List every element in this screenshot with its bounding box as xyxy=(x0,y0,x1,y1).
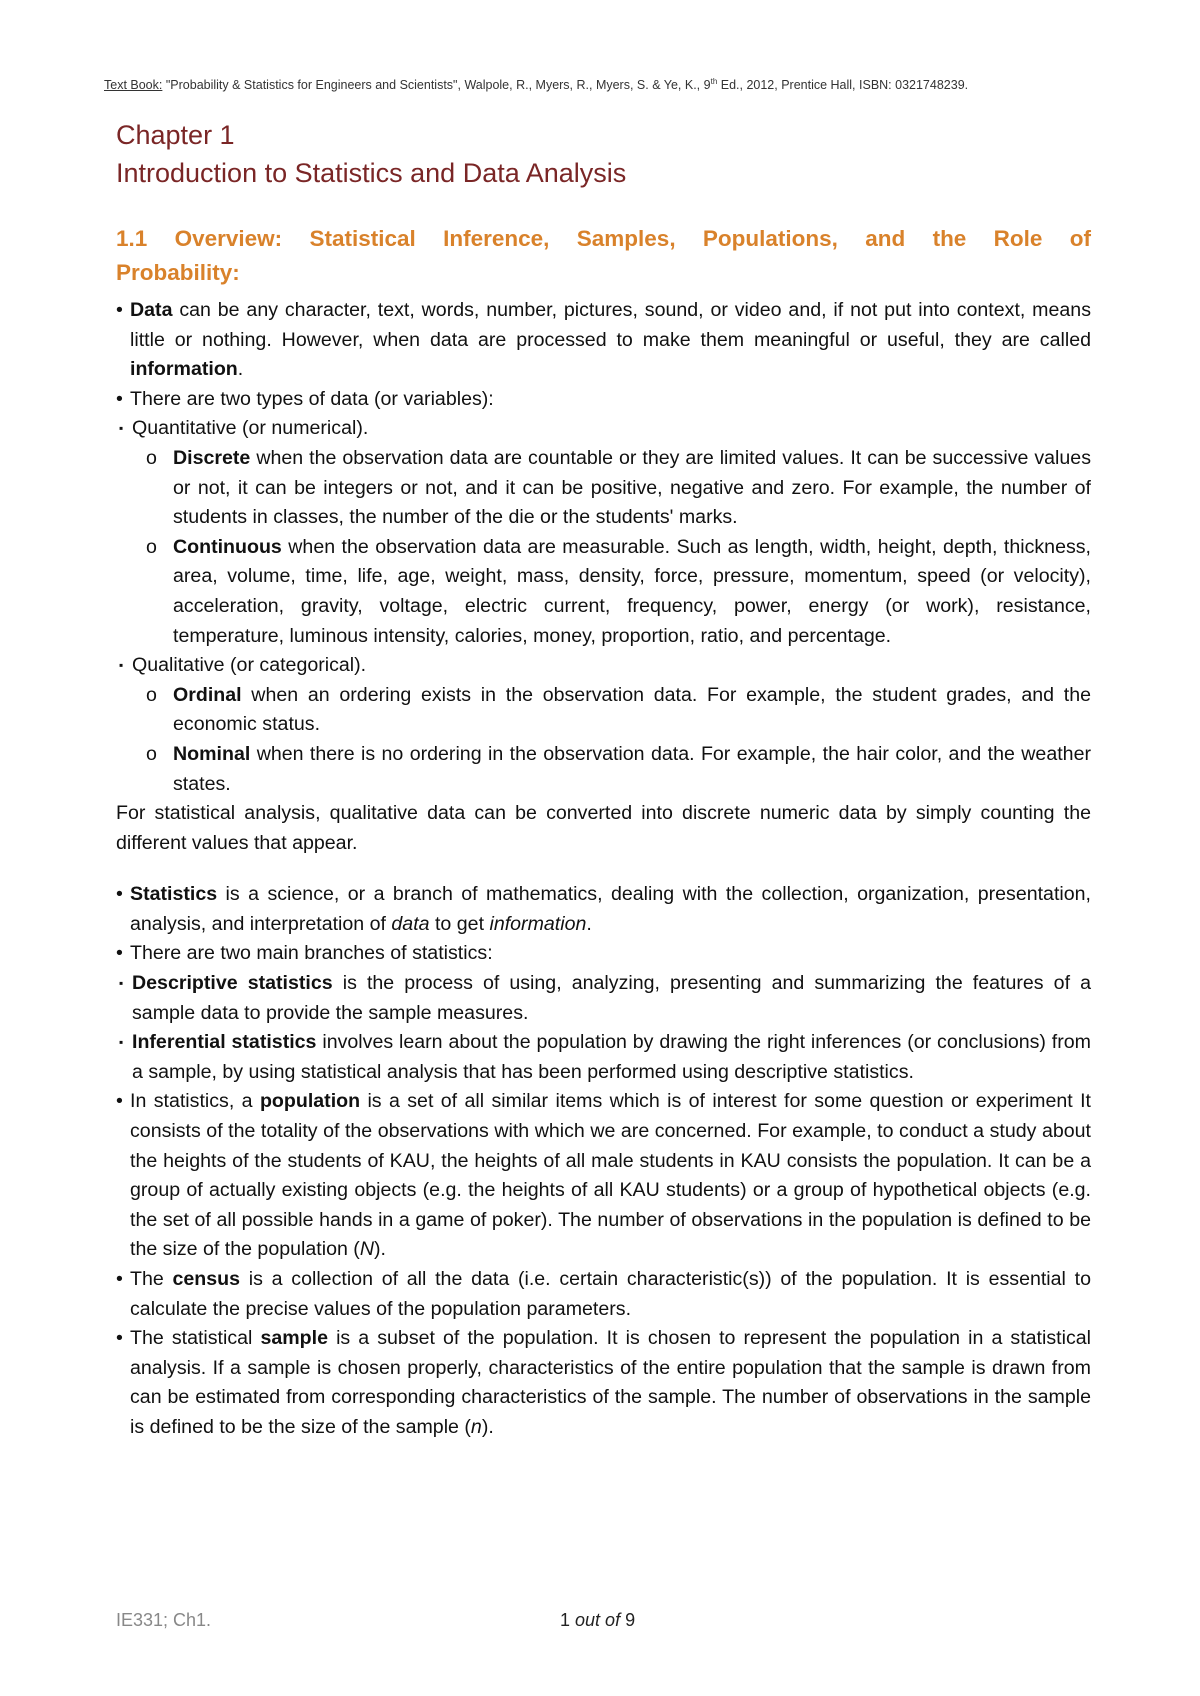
section-body xyxy=(116,296,1091,1443)
text-discrete: when the observation data are countable or they are limited values. It can be successive values or not, it can be integers or not, and it can be positive, negative and zero. For example, the number of students in classes, the number of the die or the students' marks. xyxy=(173,446,1091,529)
bullet-marker: • xyxy=(116,1268,123,1290)
bullet-marker: • xyxy=(116,387,123,410)
term-nominal: Nominal xyxy=(173,742,251,765)
section-heading-line2: Probability: xyxy=(116,260,240,285)
text-census: is a collection of all the data (i.e. certain characteristic(s)) of the population. It is essential to calculate the precise values of the population parameters. xyxy=(130,1268,1091,1320)
citation-part-a: "Probability & Statistics for Engineers and Scientists", Walpole, R., Myers, R., Myers, S. & Ye, K., 9 xyxy=(162,78,711,92)
bullet-population xyxy=(116,1087,1091,1265)
circle-marker: o xyxy=(146,535,157,558)
footer-course: IE331; Ch1. xyxy=(116,1610,212,1630)
term-sample: sample xyxy=(260,1327,328,1350)
bullet-branches xyxy=(116,939,1091,969)
page-out-of: out of xyxy=(575,1610,621,1630)
text-end: ). xyxy=(374,1238,386,1261)
text-quantitative: Quantitative (or numerical). xyxy=(132,417,369,440)
text-end: . xyxy=(586,912,592,935)
bullet-marker: • xyxy=(116,883,123,906)
chapter-title: Introduction to Statistics and Data Analysis xyxy=(116,158,627,188)
text-end: . xyxy=(237,358,244,381)
text-inferential: involves learn about the population by drawing the right inferences (or conclusions) from a sample, by using statistical analysis that has been performed using descriptive statistics. xyxy=(132,1031,1091,1083)
text-end: ). xyxy=(481,1415,494,1438)
circle-marker: o xyxy=(146,683,157,706)
subbullet-descriptive xyxy=(116,969,1091,1028)
item-nominal xyxy=(116,740,1091,799)
bullet-statistics xyxy=(116,880,1091,939)
circle-marker: o xyxy=(146,742,157,765)
term-discrete: Discrete xyxy=(173,446,251,469)
term-inferential: Inferential statistics xyxy=(132,1031,317,1054)
square-marker: ▪ xyxy=(119,658,124,673)
term-continuous: Continuous xyxy=(173,535,282,558)
text-statistics: is a science, or a branch of mathematics, dealing with the collection, organization, presentation, analysis, and interpretation of xyxy=(130,883,1091,935)
square-marker: ▪ xyxy=(119,421,124,436)
term-population: population xyxy=(259,1090,361,1113)
text-branches: There are two main branches of statistics: xyxy=(130,942,493,965)
textbook-label: Text Book: xyxy=(104,78,163,92)
paragraph-note: For statistical analysis, qualitative data can be converted into discrete numeric data by simply counting the different values that appear. xyxy=(116,802,1091,854)
textbook-header xyxy=(104,78,1119,92)
bullet-sample xyxy=(116,1324,1091,1442)
item-continuous xyxy=(116,533,1091,651)
citation-superscript: th xyxy=(710,76,718,86)
term-data-italic: data xyxy=(391,912,430,935)
term-data: Data xyxy=(130,299,173,321)
text-nominal: when there is no ordering in the observation data. For example, the hair color, and the weather states. xyxy=(173,742,1091,795)
bullet-marker: • xyxy=(116,299,123,321)
bullet-types xyxy=(116,385,1091,415)
term-ordinal: Ordinal xyxy=(173,683,242,706)
citation-part-b: Ed., 2012, Prentice Hall, ISBN: 0321748239. xyxy=(717,78,969,92)
bullet-marker: • xyxy=(116,1327,123,1350)
bullet-data xyxy=(116,296,1091,385)
item-discrete xyxy=(116,444,1091,533)
text-ordinal: when an ordering exists in the observation data. For example, the student grades, and the economic status. xyxy=(173,683,1091,736)
term-descriptive: Descriptive statistics xyxy=(132,972,333,995)
chapter-heading xyxy=(116,116,626,192)
spacer xyxy=(116,858,1091,880)
term-information-italic: information xyxy=(489,912,587,935)
term-census: census xyxy=(172,1268,241,1290)
page-current: 1 xyxy=(560,1610,571,1630)
text-types: There are two types of data (or variables): xyxy=(130,387,494,410)
text-pop-a: In statistics, a xyxy=(130,1090,260,1113)
text-descriptive: is the process of using, analyzing, presenting and summarizing the features of a sample data to provide the sample measures. xyxy=(132,972,1091,1024)
text-sample: is a subset of the population. It is chosen to represent the population in a statistical analysis. If a sample is chosen properly, characteristics of the entire population that the sample is drawn from can be estimated from corresponding characteristics of the sample. The number of observations in the sample is defined to be the size of the sample ( xyxy=(130,1327,1091,1438)
page-total: 9 xyxy=(625,1610,636,1630)
square-marker: ▪ xyxy=(119,976,124,991)
square-marker: ▪ xyxy=(119,1035,124,1050)
subbullet-inferential xyxy=(116,1028,1091,1087)
section-heading-line1: 1.1 Overview: Statistical Inference, Samples, Populations, and the Role of xyxy=(116,226,1091,251)
text-population: is a set of all similar items which is of interest for some question or experiment It consists of the totality of the observations with which we are concerned. For example, to conduct a study about the heights of the students of KAU, the heights of all male students in KAU consists the population. It can be a group of actually existing objects (e.g. the heights of all KAU students) or a group of hypothetical objects (e.g. the set of all possible hands in a game of poker). The number of observations in the population is defined to be the size of the population ( xyxy=(130,1090,1091,1261)
chapter-number: Chapter 1 xyxy=(116,120,235,150)
bullet-marker: • xyxy=(116,1090,123,1113)
footer-page-number xyxy=(560,1610,635,1631)
term-information: information xyxy=(130,358,238,381)
bullet-census xyxy=(116,1265,1091,1324)
bullet-marker: • xyxy=(116,942,123,965)
text-continuous: when the observation data are measurable. Such as length, width, height, depth, thickness, area, volume, time, life, age, weight, mass, density, force, pressure, momentum, speed (or velocity), acceleration, gravity, voltage, electric current, frequency, power, energy (or work), resistance, temperature, luminous intensity, calories, money, proportion, ratio, and percentage. xyxy=(173,535,1091,647)
circle-marker: o xyxy=(146,446,157,469)
text-sample-a: The statistical xyxy=(130,1327,261,1350)
symbol-n: n xyxy=(470,1415,482,1438)
text-census-a: The xyxy=(130,1268,173,1290)
text-data: can be any character, text, words, number, pictures, sound, or video and, if not put into context, means little or nothing. However, when data are processed to make them meaningful or useful, they are called xyxy=(130,299,1091,351)
item-ordinal xyxy=(116,681,1091,740)
symbol-N: N xyxy=(359,1238,374,1261)
subbullet-quantitative xyxy=(116,414,1091,444)
text-mid: to get xyxy=(429,912,490,935)
text-qualitative: Qualitative (or categorical). xyxy=(132,654,367,677)
term-statistics: Statistics xyxy=(130,883,218,906)
subbullet-qualitative xyxy=(116,651,1091,681)
